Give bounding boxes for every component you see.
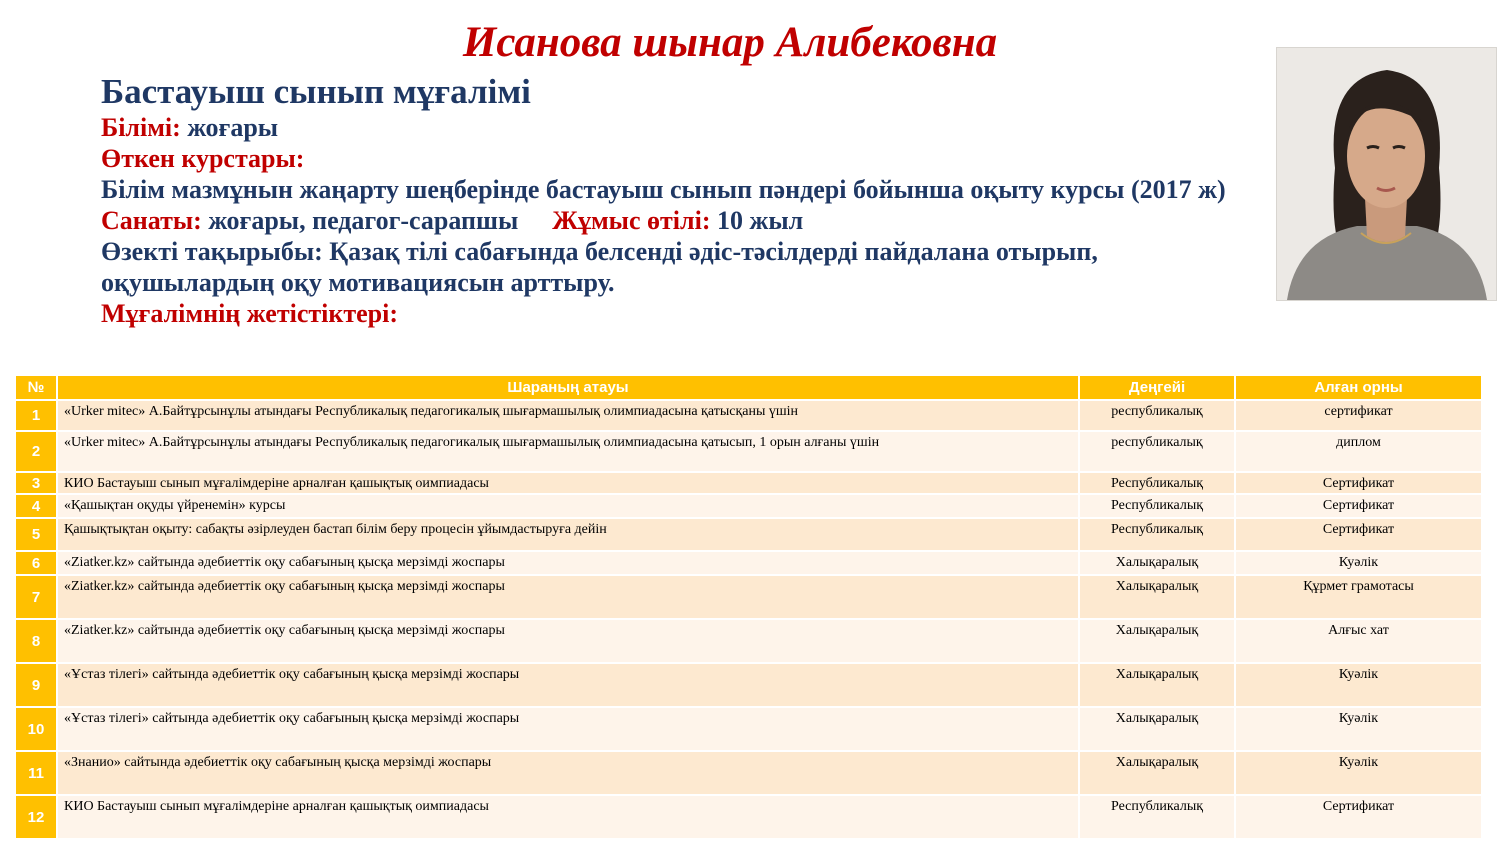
category-line — [101, 205, 1261, 236]
event-cell: «Ұстаз тілегі» сайтында әдебиеттік оқу сабағының қысқа мерзімді жоспары — [57, 663, 1079, 707]
achievements-table — [14, 374, 1483, 840]
table-row — [15, 751, 1482, 795]
teacher-photo — [1276, 47, 1497, 301]
level-cell: Республикалық — [1079, 494, 1235, 518]
result-cell: Куәлік — [1235, 707, 1482, 751]
table-row — [15, 663, 1482, 707]
row-number: 8 — [15, 619, 57, 663]
result-cell: сертификат — [1235, 400, 1482, 431]
table-row — [15, 518, 1482, 551]
table-row — [15, 400, 1482, 431]
row-number: 10 — [15, 707, 57, 751]
category-value: жоғары, педагог-сарапшы — [201, 206, 519, 235]
row-number: 2 — [15, 431, 57, 472]
courses-value: Білім мазмұнын жаңарту шеңберінде бастауыш сынып пәндері бойынша оқыту курсы (2017 ж) — [101, 175, 1226, 204]
row-number: 12 — [15, 795, 57, 839]
row-number: 4 — [15, 494, 57, 518]
event-cell: «Ziatker.kz» сайтында әдебиеттік оқу сабағының қысқа мерзімді жоспары — [57, 575, 1079, 619]
courses-label: Өткен курстары: — [101, 144, 305, 173]
event-cell: «Ұстаз тілегі» сайтында әдебиеттік оқу сабағының қысқа мерзімді жоспары — [57, 707, 1079, 751]
event-cell: КИО Бастауыш сынып мұғалімдеріне арналған қашықтық оимпиадасы — [57, 472, 1079, 494]
level-cell: Халықаралық — [1079, 663, 1235, 707]
level-cell: Халықаралық — [1079, 751, 1235, 795]
row-number: 6 — [15, 551, 57, 575]
result-cell: диплом — [1235, 431, 1482, 472]
result-cell: Куәлік — [1235, 751, 1482, 795]
achievements-label: Мұғалімнің жетістіктері: — [101, 299, 398, 328]
col-header-event: Шараның атауы — [57, 375, 1079, 400]
result-cell: Сертификат — [1235, 518, 1482, 551]
teacher-info — [101, 72, 1261, 329]
level-cell: республикалық — [1079, 400, 1235, 431]
result-cell: Сертификат — [1235, 472, 1482, 494]
level-cell: Халықаралық — [1079, 551, 1235, 575]
education-value: жоғары — [180, 113, 279, 142]
result-cell: Сертификат — [1235, 494, 1482, 518]
result-cell: Алғыс хат — [1235, 619, 1482, 663]
table-row — [15, 575, 1482, 619]
event-cell: «Знанио» сайтында әдебиеттік оқу сабағының қысқа мерзімді жоспары — [57, 751, 1079, 795]
row-number: 3 — [15, 472, 57, 494]
event-cell: КИО Бастауыш сынып мұғалімдеріне арналған қашықтық оимпиадасы — [57, 795, 1079, 839]
row-number: 7 — [15, 575, 57, 619]
experience-value: 10 жыл — [710, 206, 804, 235]
level-cell: Республикалық — [1079, 795, 1235, 839]
education-line — [101, 112, 1261, 143]
event-cell: «Ziatker.kz» сайтында әдебиеттік оқу сабағының қысқа мерзімді жоспары — [57, 619, 1079, 663]
table-header-row — [15, 375, 1482, 400]
table-row — [15, 431, 1482, 472]
table-row — [15, 472, 1482, 494]
experience-label: Жұмыс өтілі: — [552, 206, 711, 235]
table-row — [15, 551, 1482, 575]
result-cell: Куәлік — [1235, 551, 1482, 575]
education-label: Білімі: — [101, 113, 181, 142]
result-cell: Куәлік — [1235, 663, 1482, 707]
level-cell: республикалық — [1079, 431, 1235, 472]
row-number: 9 — [15, 663, 57, 707]
level-cell: Республикалық — [1079, 472, 1235, 494]
event-cell: «Қашықтан оқуды үйренемін» курсы — [57, 494, 1079, 518]
col-header-result: Алған орны — [1235, 375, 1482, 400]
level-cell: Республикалық — [1079, 518, 1235, 551]
event-cell: Қашықтықтан оқыту: сабақты әзірлеуден бастап білім беру процесін ұйымдастыруға дейін — [57, 518, 1079, 551]
teacher-role: Бастауыш сынып мұғалімі — [101, 72, 531, 111]
portrait-image — [1277, 48, 1496, 300]
category-label: Санаты: — [101, 206, 202, 235]
col-header-number: № — [15, 375, 57, 400]
row-number: 11 — [15, 751, 57, 795]
table-row — [15, 619, 1482, 663]
table-row — [15, 795, 1482, 839]
teacher-name: Исанова шынар Алибековна — [462, 19, 998, 66]
result-cell: Құрмет грамотасы — [1235, 575, 1482, 619]
table-row — [15, 707, 1482, 751]
event-cell: «Urker mitec» А.Байтұрсынұлы атындағы Республикалық педагогикалық шығармашылық олимпиадасына қатысқаны үшін — [57, 400, 1079, 431]
row-number: 5 — [15, 518, 57, 551]
event-cell: «Urker mitec» А.Байтұрсынұлы атындағы Республикалық педагогикалық шығармашылық олимпиадасына қатысып, 1 орын алғаны үшін — [57, 431, 1079, 472]
level-cell: Халықаралық — [1079, 707, 1235, 751]
result-cell: Сертификат — [1235, 795, 1482, 839]
row-number: 1 — [15, 400, 57, 431]
level-cell: Халықаралық — [1079, 619, 1235, 663]
col-header-level: Деңгейі — [1079, 375, 1235, 400]
table-row — [15, 494, 1482, 518]
topic-line: Өзекті тақырыбы: Қазақ тілі сабағында белсенді әдіс-тәсілдерді пайдалана отырып, оқушылардың оқу мотивациясын арттыру. — [101, 237, 1098, 297]
level-cell: Халықаралық — [1079, 575, 1235, 619]
event-cell: «Ziatker.kz» сайтында әдебиеттік оқу сабағының қысқа мерзімді жоспары — [57, 551, 1079, 575]
